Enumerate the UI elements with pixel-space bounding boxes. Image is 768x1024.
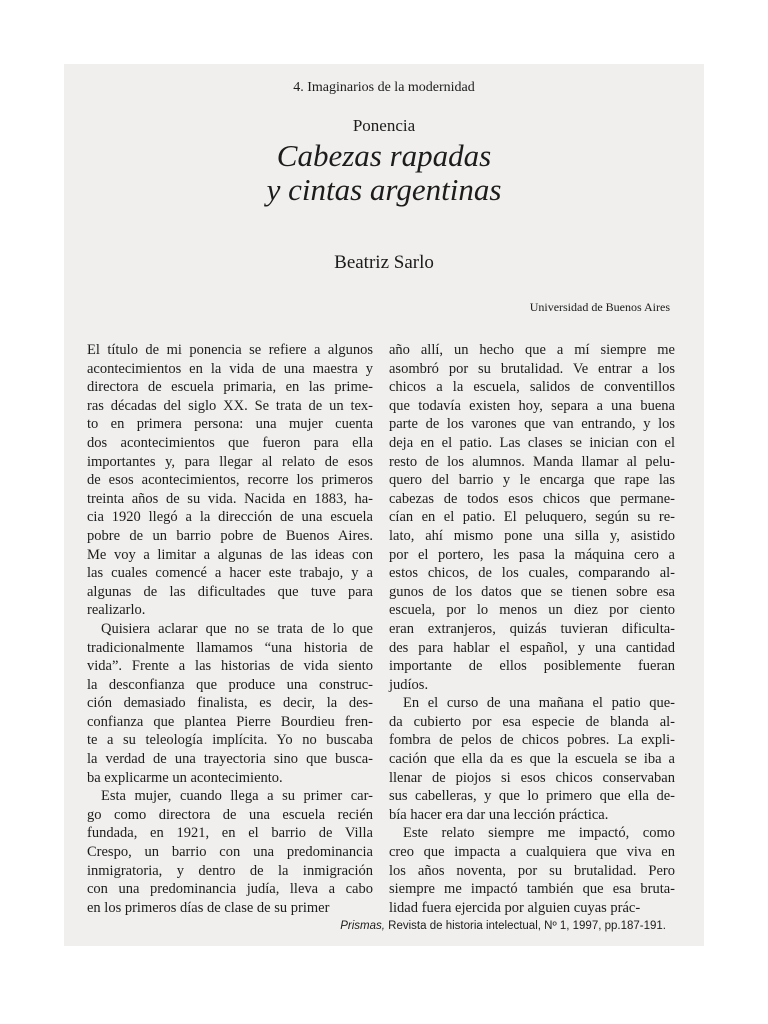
text-line: Crespo, un barrio con una predominancia xyxy=(87,844,373,861)
text-line: lidad fuera ejercida por alguien cuyas prác- xyxy=(389,899,641,916)
text-line: da cubierto por esa especie de blanda al- xyxy=(389,713,675,730)
text-line: confianza que plantea Pierre Bourdieu fren- xyxy=(87,713,373,730)
text-line: en los primeros días de clase de su primer xyxy=(87,899,330,916)
text-line: cación que ella da es que la escuela se iba a xyxy=(389,751,675,768)
text-line: estos chicos, de los cuales, comparando al- xyxy=(389,565,675,582)
text-line: acontecimientos en la vida de una maestra y xyxy=(87,360,373,377)
text-line: creo que impacta a cualquiera que viva en xyxy=(389,844,675,861)
text-line: los años noventa, por su brutalidad. Pero xyxy=(389,862,675,879)
text-line: asombró por su brutalidad. Ve entrar a los xyxy=(389,360,675,377)
text-line: go como directora de una escuela recién xyxy=(87,806,373,823)
text-line: Esta mujer, cuando llega a su primer car- xyxy=(101,788,373,805)
author-name: Beatriz Sarlo xyxy=(334,252,434,273)
text-line: siempre me impactó también que esa bruta- xyxy=(389,881,675,898)
text-line: deja en el patio. Las clases se inician con el xyxy=(389,434,675,451)
text-line: fombra de pelos de chicos pobres. La expli- xyxy=(389,732,675,749)
citation-details: Revista de historia intelectual, Nº 1, 1997, pp.187-191. xyxy=(384,920,666,932)
text-line: importante de ellos posiblemente fueran xyxy=(389,658,675,675)
text-line: pobre de un barrio pobre de Buenos Aires. xyxy=(87,527,373,544)
text-line: llenar de piojos si esos chicos conservaban xyxy=(389,769,675,786)
text-line: parte de los varones que van entrando, y los xyxy=(389,416,675,433)
text-line: ras décadas del siglo XX. Se trata de un tex- xyxy=(87,397,373,414)
text-line: bía hacer era dar una lección práctica. xyxy=(389,806,609,823)
text-line: Este relato siempre me impactó, como xyxy=(403,825,675,842)
text-line: directora de escuela primaria, en las prime- xyxy=(87,379,373,396)
text-line: inmigratoria, y dentro de la inmigración xyxy=(87,862,373,879)
text-line: ba explicarme un acontecimiento. xyxy=(87,769,283,786)
text-line: judíos. xyxy=(389,676,429,693)
text-line: En el curso de una mañana el patio que- xyxy=(403,695,675,712)
text-line: gunos de los datos que se tienen sobre esa xyxy=(389,583,675,600)
left-text-column xyxy=(87,341,373,917)
title-line: Cabezas rapadas xyxy=(276,138,492,173)
text-line: año allí, un hecho que a mí siempre me xyxy=(389,342,675,358)
text-line: con una predominancia judía, lleva a cabo xyxy=(87,881,373,898)
text-line: importantes y, para llegar al relato de esos xyxy=(87,453,373,470)
text-line: vida”. Frente a las historias de vida siento xyxy=(87,658,373,675)
text-line: chicos a la escuela, salidos de conventillos xyxy=(389,379,675,396)
text-line: Quisiera aclarar que no se trata de lo que xyxy=(101,620,373,637)
text-line: te a su teleología implícita. Yo no buscaba xyxy=(87,732,373,749)
text-line: la verdad de una trayectoria sino que busca- xyxy=(87,751,373,768)
text-line: des para hablar el español, y una cantidad xyxy=(389,639,675,656)
document-page xyxy=(64,64,704,946)
citation-footer xyxy=(340,920,666,932)
text-line: quero del barrio y le encarga que rape las xyxy=(389,472,675,489)
text-line: Me voy a limitar a algunas de las ideas con xyxy=(87,546,373,563)
text-line: lato, ahí mismo pone una silla y, asistido xyxy=(389,527,675,544)
text-line: sus cabelleras, y que lo primero que ella de- xyxy=(389,788,675,805)
text-line: que todavía existen hoy, separa a una buena xyxy=(389,397,675,414)
text-line: cían en el patio. El peluquero, según su re- xyxy=(389,509,675,526)
text-line: tradicionalmente llamamos “una historia de xyxy=(87,639,373,656)
text-line: de esos acontecimientos, recorre los primeros xyxy=(87,472,373,489)
right-text-column xyxy=(389,341,675,917)
text-line: por el portero, les pasa la máquina cero a xyxy=(389,546,675,563)
text-line: escuela, por lo menos un diez por ciento xyxy=(389,602,675,619)
text-line: ción demasiado finalista, es decir, la des- xyxy=(87,695,373,712)
journal-name: Prismas, xyxy=(340,920,385,932)
text-line: resto de los alumnos. Manda llamar al pelu- xyxy=(389,453,675,470)
author-affiliation: Universidad de Buenos Aires xyxy=(529,300,670,314)
article-kicker: Ponencia xyxy=(352,116,416,135)
text-line: cia 1920 llegó a la dirección de una escuela xyxy=(87,509,373,526)
section-heading: 4. Imaginarios de la modernidad xyxy=(293,80,475,95)
text-line: eran extranjeros, quizás tuvieran dificulta- xyxy=(389,620,675,637)
title-line: y cintas argentinas xyxy=(266,172,502,207)
text-line: algunas de las dificultades que tuve para xyxy=(87,583,373,600)
text-line: cabezas de todos esos chicos que permane- xyxy=(389,490,675,507)
text-line: las cuales comencé a hacer este trabajo, y a xyxy=(87,565,373,582)
text-line: to en primera persona: una mujer cuenta xyxy=(87,416,373,433)
text-line: realizarlo. xyxy=(87,602,146,619)
article-title xyxy=(64,139,704,207)
text-line: la desconfianza que produce una construc- xyxy=(87,676,373,693)
text-line: dos acontecimientos que fueron para ella xyxy=(87,434,373,451)
text-line: fundada, en 1921, en el barrio de Villa xyxy=(87,825,373,842)
text-line: El título de mi ponencia se refiere a algunos xyxy=(87,342,373,358)
text-line: treinta años de su vida. Nacida en 1883, ha- xyxy=(87,490,373,507)
